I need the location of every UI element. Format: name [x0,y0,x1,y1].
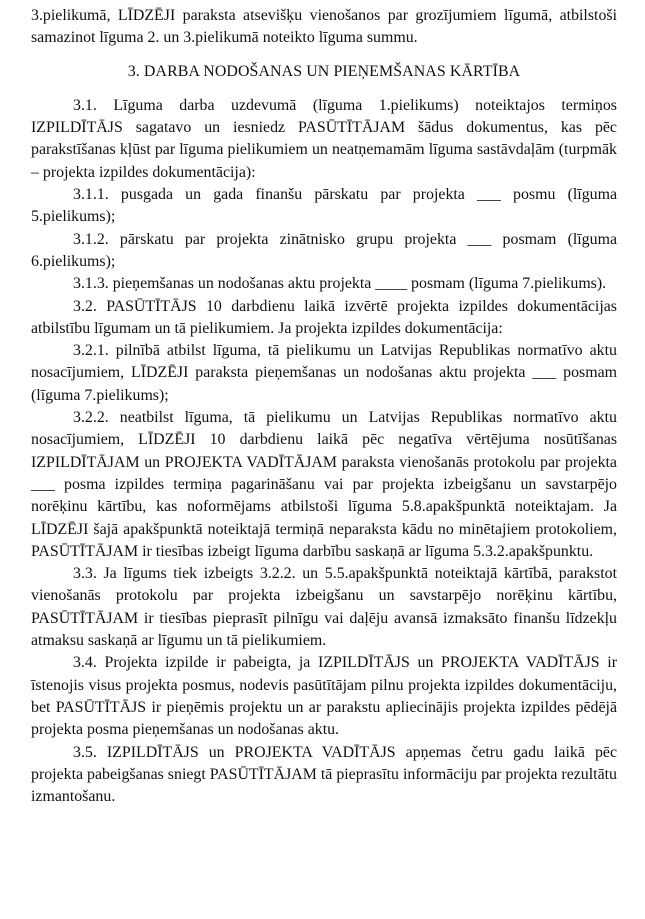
clause-3-4: 3.4. Projekta izpilde ir pabeigta, ja IZPILDĪTĀJS un PROJEKTA VADĪTĀJS ir īstenojis visus projekta posmus, nodevis pasūtītājam pilnu projekta izpildes dokumentāciju, bet PASŪTĪTĀJS ir pieņēmis projektu un ar parakstu apliecinājis projekta izpildes pēdējā projekta posma pieņemšanas un nodošanas aktu. [31,654,617,739]
clause-3-3: 3.3. Ja līgums tiek izbeigts 3.2.2. un 5.5.apakšpunktā noteiktajā kārtībā, parakstot vienošanās protokolu par projekta izbeigšanu un savstarpējo norēķinu kārtību, PASŪTĪTĀJAM ir tiesības pieprasīt pilnīgu vai daļēju avansā izmaksāto finanšu līdzekļu atmaksu saskaņā ar līgumu un tā pielikumiem. [31,565,617,650]
clause-3-1: 3.1. Līguma darba uzdevumā (līguma 1.pielikums) noteiktajos termiņos IZPILDĪTĀJS sagatavo un iesniedz PASŪTĪTĀJAM šādus dokumentus, kas pēc parakstīšanas kļūst par līguma pielikumiem un neatņemamām līguma sastāvdaļām (turpmāk – projekta izpildes dokumentācija): [31,96,617,181]
clause-3-2-2: 3.2.2. neatbilst līguma, tā pielikumu un Latvijas Republikas normatīvo aktu nosacījumiem, LĪDZĒJI 10 darbdienu laikā pēc negatīva vērtējuma nosūtīšanas IZPILDĪTĀJAM un PROJEKTA VADĪTĀJAM paraksta vienošanās protokolu par projekta ___ posma izpildes termiņa pagarināšanu vai par projekta izbeigšanu un savstarpējo norēķinu kārtību, kas noformējams atbilstoši līguma 5.8.apakšpunktā noteiktajam. Ja LĪDZĒJI šajā apakšpunktā noteiktajā termiņā neparaksta kādu no minētajiem protokoliem, PASŪTĪTĀJAM ir tiesības izbeigt līguma darbību saskaņā ar līguma 5.3.2.apakšpunktu. [31,409,617,560]
intro-paragraph: 3.pielikumā, LĪDZĒJI paraksta atsevišķu vienošanos par grozījumiem līgumā, atbilstoši samazinot līguma 2. un 3.pielikumā noteikto līguma summu. [31,7,617,47]
clause-3-1-2: 3.1.2. pārskatu par projekta zinātnisko grupu projekta ___ posmam (līguma 6.pielikums); [31,230,617,270]
clause-3-2: 3.2. PASŪTĪTĀJS 10 darbdienu laikā izvērtē projekta izpildes dokumentācijas atbilstību līgumam un tā pielikumiem. Ja projekta izpildes dokumentācija: [31,297,617,337]
clause-3-1-3: 3.1.3. pieņemšanas un nodošanas aktu projekta ____ posmam (līguma 7.pielikums). [73,275,607,293]
section-heading: 3. DARBA NODOŠANAS UN PIEŅEMŠANAS KĀRTĪBA [127,62,521,80]
clause-3-1-1: 3.1.1. pusgada un gada finanšu pārskatu par projekta ___ posmu (līguma 5.pielikums); [31,186,617,226]
clause-3-5: 3.5. IZPILDĪTĀJS un PROJEKTA VADĪTĀJS apņemas četru gadu laikā pēc projekta pabeigšanas sniegt PASŪTĪTĀJAM tā pieprasītu informāciju par projekta rezultātu izmantošanu. [31,743,617,806]
clause-3-2-1: 3.2.1. pilnībā atbilst līguma, tā pielikumu un Latvijas Republikas normatīvo aktu nosacījumiem, LĪDZĒJI paraksta pieņemšanas un nodošanas aktu projekta ___ posmam (līguma 7.pielikums); [31,342,617,404]
